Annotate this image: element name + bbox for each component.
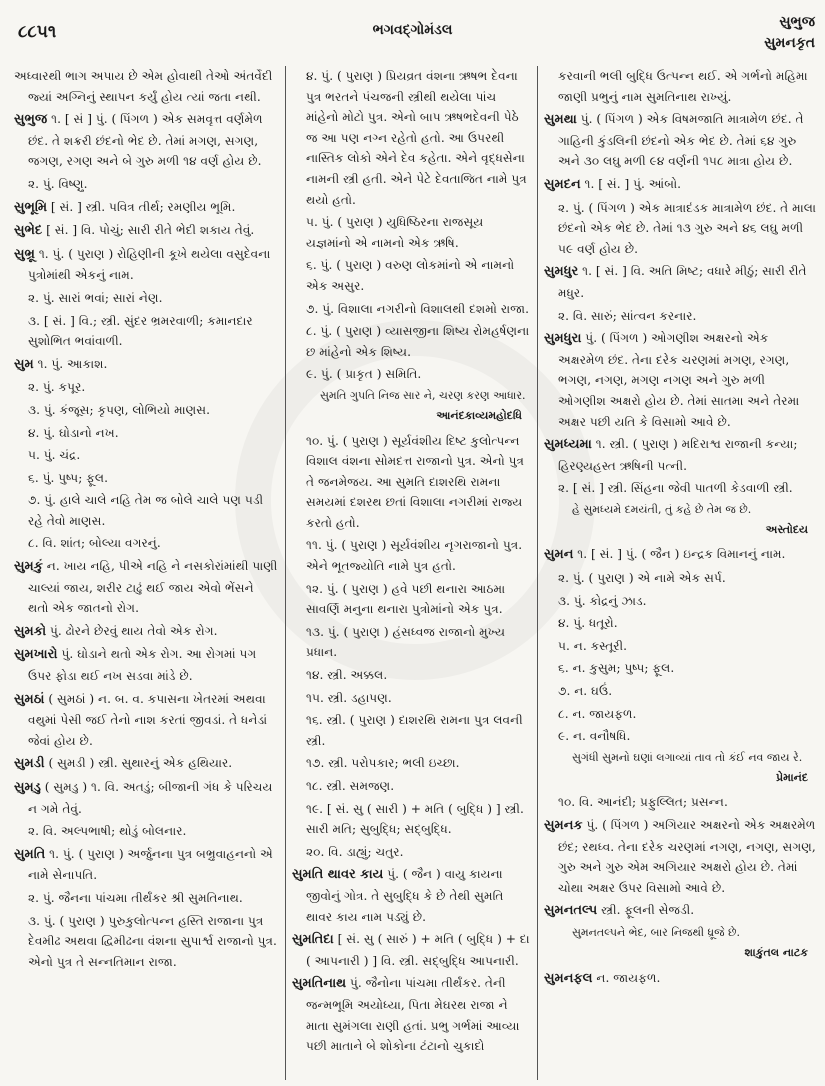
definition-text: ૧૨. પું. ( પુરાણ ) હવે પછી થનારા આઠમા સાવર્ણિ મનુના થનારા પુત્રોમાંનો એક પુત્ર.	[306, 581, 506, 617]
definition-text: પું. ઘોડાને થતો એક રોગ. આ રોગમાં પગ ઉપર ફોડા થઈ નખ સડવા માંડે છે.	[28, 647, 257, 684]
definition-text: ૪. પું. ઘોડાનો નખ.	[28, 425, 119, 440]
entry-sense	[544, 478, 816, 499]
definition-text: ૪. પું. ( પુરાણ ) પ્રિયવ્રત વંશના ઋષભ દેવના પુત્ર ભરતને પંચજની સ્ત્રીથી થયેલા પાંચ માંહેનો મોટો પુત્ર. એનો બાપ ઋષભદેવની પેઠે જ આ પણ નગ્ન રહેતો હતો. આ ઉપરથી નાસ્તિક લોકો એને દેવ કહેતા. એને વૃદ્ધસેના નામની સ્ત્રી હતી. એને પેટે દેવતાજિત નામે પુત્ર થયો હતો.	[306, 69, 527, 207]
definition-text: ૧૩. પું. ( પુરાણ ) હંસધ્વજ રાજાનો મુખ્ય પ્રધાન.	[306, 624, 506, 660]
dictionary-entry	[544, 544, 816, 566]
entry-sense	[292, 665, 530, 686]
definition-text: ૯. ન. વનૌષધિ.	[558, 729, 631, 744]
dictionary-entry	[292, 929, 530, 971]
definition-text: ૧૭. સ્ત્રી. પરોપકાર; ભલી ઇચ્છા.	[306, 756, 460, 771]
entry-sense	[14, 377, 278, 398]
entry-sense	[14, 468, 278, 489]
entry-sense	[14, 400, 278, 421]
definition-text: ૮. વિ. શાંત; બોલ્યા વગરનું.	[28, 536, 161, 551]
dictionary-entry	[14, 689, 278, 752]
definition-text: ( સુમઠાં ) ન. બ. વ. કપાસના ખેતરમાં અથવા વથુમાં પેસી જઈ તેનો નાશ કરતાં જીવડાં. તે ધનેડાં જેવાં હોય છે.	[28, 691, 268, 748]
headword: સુમન	[544, 547, 574, 563]
definition-text: ૭. ન. ઘઉં.	[558, 684, 613, 699]
entry-sense	[544, 198, 816, 260]
definition-text: ૧. પું. ( પુરાણ ) અર્જુનના પુત્ર બભ્રુવાહનનો એ નામે સેનાપતિ.	[28, 846, 273, 883]
entry-sense	[14, 490, 278, 531]
dictionary-entry	[292, 973, 530, 1056]
dictionary-entry	[544, 434, 816, 476]
definition-text: ૨. વિ. સારું; સાંત્વન કરનાર.	[558, 308, 697, 323]
dictionary-entry	[14, 556, 278, 619]
dictionary-entry	[544, 815, 816, 898]
entry-sense	[544, 792, 816, 813]
definition-text: ૧૧. પું. ( પુરાણ ) સૂર્યવંશીય નૃગરાજાનો પુત્ર. એને ભૂતજ્યોતિ નામે પુત્ર હતો.	[306, 538, 523, 574]
definition-text: ૧૬. સ્ત્રી. ( પુરાણ ) દાશરથિ રામના પુત્ર લવની સ્ત્રી.	[306, 713, 523, 748]
definition-text: ૧૯. [ સં. સુ ( સારી ) + મતિ ( બુદ્ધિ ) ] સ્ત્રી. સારી મતિ; સુબુદ્ધિ; સદ્બુદ્ધિ.	[306, 801, 524, 837]
headword: સુમદન	[544, 176, 581, 192]
entry-sense	[14, 423, 278, 444]
definition-text: ૧૮. સ્ત્રી. સમજણ.	[306, 779, 395, 793]
definition-text: ૯. પું. ( પ્રાકૃત ) સમિતિ.	[306, 367, 422, 382]
definition-text: ૧. [ સં. ] પું. આંબો.	[584, 176, 682, 191]
dictionary-entry	[14, 844, 278, 886]
dictionary-entry	[544, 968, 816, 990]
entry-sense	[544, 568, 816, 589]
headword: સુમ	[14, 356, 34, 372]
definition-text: કરવાની ભલી બુદ્ધિ ઉત્પન્ન થઈ. એ ગર્ભનો મહિમા જાણી પ્રભુનું નામ સુમતિનાથ રાખ્યું.	[558, 69, 808, 104]
dictionary-entry	[544, 261, 816, 303]
entry-sense	[292, 753, 530, 774]
headword: સુમડી	[14, 756, 45, 772]
headword: સુમતિ	[14, 846, 46, 862]
definition-text: ૧. પું. ( પુરાણ ) રોહિણીની કૂખે થયેલા વસુદેવના પુત્રોમાંથી એકનું નામ.	[28, 246, 271, 283]
definition-text: પું. ઢોરને છેરવું થાય તેવો એક રોગ.	[50, 623, 218, 638]
dictionary-entry	[14, 220, 278, 242]
headword: સુમનફલ	[544, 970, 593, 986]
definition-text: ૨. પું. કપૂર.	[28, 380, 86, 395]
definition-text: ૨. પું. ( પુરાણ ) એ નામે એક સર્પ.	[558, 571, 726, 586]
dictionary-entry	[14, 644, 278, 686]
citation-source: અસ્તોદય	[765, 522, 808, 536]
definition-text: ૫. પું. ( પુરાણ ) યુધિષ્ઠિરના રાજસૂય યજ્ઞમાંનો એ નામનો એક ઋષિ.	[306, 215, 484, 250]
entry-sense	[292, 776, 530, 797]
definition-text: ૧. [ સં ] પું. ( પિંગળ ) એક સમવૃત્ત વર્ણમેળ છંદ. તે શક્રરી છંદનો ભેદ છે. તેમાં મગણ, સગણ, જગણ, રગણ અને બે ગુરુ મળી ૧૪ વર્ણ હોય છે.	[28, 112, 263, 169]
entry-sense	[14, 288, 278, 309]
entry-sense	[544, 591, 816, 612]
definition-text: ૪. પું. ધતૂરો.	[558, 616, 618, 631]
definition-text: ૧. [ સં. ] વિ. અતિ મિષ્ટ; વધારે મીઠું; સારી રીતે મધુર.	[558, 264, 807, 300]
definition-text: ૫. ન. કસ્તૂરી.	[558, 638, 627, 653]
definition-text: ૧૪. સ્ત્રી. અક્કલ.	[306, 668, 388, 683]
citation-quote: સુમતિ ગુપતિ નિજ સાર ને, ચરણ કરણ આધાર.	[320, 388, 526, 402]
definition-text: ૨. પું. વિષ્ણુ.	[28, 176, 88, 191]
entry-sense	[544, 704, 816, 725]
definition-text: પું. ( પિંગળ ) ઓગણીશ અક્ષરનો એક અક્ષરમેળ છંદ. તેના દરેક ચરણમાં મગણ, રગણ, ભગણ, નગણ, મગણ નગણ અને ગુરુ મળી ઓગણીશ અક્ષરો હોય છે. તેમાં સાતમા અને તેરમા અક્ષર પછી યતિ કે વિસામો આવે છે.	[558, 331, 800, 429]
citation-quote: સુગંધી સુમનો ઘણાં લગાવ્યાં તાવ તો કંઈ નવ જાય રે.	[572, 750, 803, 764]
entry-sense	[292, 842, 530, 863]
headword: સુભેદ	[14, 223, 43, 239]
dictionary-entry	[14, 109, 278, 172]
definition-text: પું. ( જૈન ) વાયુ કાયના જીવોનું ગોત્ર. તે સુબુદ્ધિ કે છે તેથી સુમતિ થાવર કાય નામ પડ્યું છે.	[306, 867, 504, 924]
entry-sense	[292, 799, 530, 840]
definition-text: ન. ખાય નહિ, પીએ નહિ ને નસકોરાંમાંથી પાણી ચાલ્યાં જાય, શરીર ટાઢું થઈ જાય એવો ભેંસને થતો એક જાતનો રોગ.	[28, 559, 278, 616]
dictionary-entry	[292, 864, 530, 927]
entry-sense	[14, 311, 278, 352]
definition-text: ૧૦. વિ. આનંદી; પ્રફુલ્લિત; પ્રસન્ન.	[558, 795, 728, 810]
headword: સુમધુરા	[544, 331, 582, 347]
definition-text: ૩. પું. ( પુરાણ ) પુરુકુલોત્પન્ન હસ્તિ રાજાના પુત્ર દેવમીઢ અથવા દ્વિમીઢના વંશના સુપાર્શ્વ રાજાનો પુત્ર. એનો પુત્ર તે સન્નતિમાન રાજા.	[28, 913, 277, 969]
entry-sense	[544, 306, 816, 327]
column-1	[14, 66, 278, 1082]
dictionary-entry	[14, 354, 278, 376]
entry-sense	[14, 888, 278, 909]
headword: સુભુજ	[14, 112, 48, 128]
definition-text: ૨. [ સં. ] સ્ત્રી. સિંહના જેવી પાતળી કેડવાળી સ્ત્રી.	[558, 481, 793, 496]
headword: સુમડુ	[14, 780, 41, 795]
headword: સુમધુર	[544, 264, 579, 280]
definition-text: [ સં. ] વિ. પોચું; સારી રીતે ભેદી શકાય તેવું.	[46, 223, 255, 238]
dictionary-entry	[544, 174, 816, 196]
headword: સુમતિ થાવર કાય	[292, 867, 384, 883]
headword: સુમથા	[544, 112, 577, 128]
page-header	[0, 0, 825, 58]
headword: સુભ્રૂ	[14, 246, 35, 262]
definition-text: ૧. સ્ત્રી. ( પુરાણ ) મદિરાશ્વ રાજાની કન્યા; હિરણ્યહસ્ત ઋષિની પત્ની.	[558, 437, 798, 473]
definition-text: અધ્વારથી ભાગ અપાય છે એમ હોવાથી તેઓ અંતર્વેદી જ્યાં અગ્નિનું સ્થાપન કર્યું હોય ત્યાં જતા નથી.	[14, 69, 273, 104]
definition-text: ૩. પું. કંજૂસ; કૃપણ, લોભિયો માણસ.	[28, 402, 211, 417]
entry-sense	[292, 579, 530, 620]
headword: સુમતિદા	[292, 932, 334, 948]
citation-source: આનંદકાવ્યમહોદધિ	[436, 408, 522, 422]
headword: સુભૂમિ	[14, 199, 48, 215]
book-title: ભગવદ્ગોમંડલ	[372, 22, 453, 38]
entry-sense	[292, 255, 530, 296]
definition-text: ૬. પું. પુષ્પ; ફૂલ.	[28, 470, 108, 485]
dictionary-entry	[14, 753, 278, 775]
entry-sense	[14, 533, 278, 554]
citation-source: પ્રેમાનંદ	[776, 770, 808, 784]
definition-text: ( સુમડુ ) ૧. વિ. અતડું; બીજાની ગંધ કે પરિચય ન ગમે તેવું.	[28, 780, 273, 816]
definition-text: [ સં. ] સ્ત્રી. પવિત્ર તીર્થ; રમણીય ભૂમિ.	[50, 199, 236, 214]
column-divider	[537, 66, 538, 1080]
definition-text: ૩. પું. કોદ્રનું ઝાડ.	[558, 593, 647, 608]
dictionary-entry	[544, 328, 816, 432]
column-3	[544, 66, 816, 1082]
definition-text: ( સુમડી ) સ્ત્રી. સુથારનું એક હથિયાર.	[48, 756, 233, 771]
headword: સુમકું	[14, 559, 43, 575]
definition-text: ૫. પું. ચંદ્ર.	[28, 448, 81, 463]
entry-sense	[292, 364, 530, 385]
headword: સુમખારો	[14, 647, 58, 663]
entry-sense	[14, 174, 278, 195]
definition-text: ૮. પું. ( પુરાણ ) વ્યાસજીના શિષ્ય રોમહર્ષણના છ માંહેનો એક શિષ્ય.	[306, 324, 530, 359]
definition-text: ૬. ન. કુસુમ; પુષ્પ; ફૂલ.	[558, 661, 675, 676]
headword: સુમનક	[544, 818, 583, 833]
entry-sense	[544, 681, 816, 702]
entry-sense	[544, 613, 816, 634]
guide-words	[764, 12, 815, 54]
definition-text: ૩. [ સં. ] વિ.; સ્ત્રી. સુંદર ભ્રમરવાળી; કમાનદાર સુશોભિત ભવાંવાળી.	[28, 313, 253, 349]
definition-text: ૬. પું. ( પુરાણ ) વરુણ લોકમાંનો એ નામનો એક અસુર.	[306, 258, 515, 293]
entry-sense	[292, 66, 530, 210]
citation-quote: સુમનતલ્પને ભેદ, બાર નિજથી ધ્રૂજે છે.	[572, 925, 741, 939]
dictionary-entry	[14, 621, 278, 643]
entry-sense	[544, 636, 816, 657]
definition-text: ૨. પું. જૈનના પાંચમા તીર્થંકર શ્રી સુમતિનાથ.	[28, 890, 243, 905]
headword: સુમતિનાથ	[292, 976, 347, 992]
definition-text: [ સં. સુ ( સારું ) + મતિ ( બુદ્ધિ ) + દા ( આપનારી ) ] વિ. સ્ત્રી. સદ્બુદ્ધિ આપનારી.	[306, 932, 530, 968]
entry-sense	[14, 66, 278, 107]
definition-text: ૨. વિ. અલ્પભાષી; થોડું બોલનાર.	[28, 824, 187, 839]
definition-text: ૨૦. વિ. ડાહ્યું; ચતુર.	[306, 844, 404, 859]
headword: સુમનતલ્પ	[544, 903, 598, 919]
column-2	[292, 66, 530, 1082]
dictionary-entry	[544, 900, 816, 922]
entry-sense	[544, 66, 816, 107]
column-divider	[285, 66, 286, 1080]
definition-text: પું. જૈનોના પાંચમા તીર્થંકર. તેની જન્મભૂમિ અયોધ્યા, પિતા મેઘરથ રાજા ને માતા સુમંગલા રાણી હતાં. પ્રભુ ગર્ભમાં આવ્યા પછી માતાને બે શોકોના ટંટાનો ચુકાદો	[306, 976, 520, 1054]
page-number: ૮૮૫૧	[18, 22, 57, 42]
citation-quote: હે સુમધ્યમે દમયંતી, તું કહે છે તેમ જ છે.	[572, 502, 752, 516]
definition-text: પું. ( પિંગળ ) અગિયાર અક્ષરનો એક અક્ષરમેળ છંદ; રથધ્વ. તેના દરેક ચરણમાં નગણ, નગણ, સગણ, ગુરુ અને ગુરુ એમ અગિયાર અક્ષરો હોય છે. તેમાં ચોથા અક્ષર ઉપર વિસામો આવે છે.	[558, 818, 816, 895]
guide-word-first: સુભુજ	[779, 14, 815, 30]
definition-text: ૧. [ સં. ] પું. ( જૈન ) ઇન્દ્રક વિમાનનું નામ.	[577, 547, 786, 562]
headword: સુમકો	[14, 623, 47, 639]
entry-sense	[292, 622, 530, 663]
definition-text: ૧૫. સ્ત્રી. ડહાપણ.	[306, 690, 392, 705]
definition-text: ૭. પું. વિશાલા નગરીનો વિશાલથી દશમો રાજા.	[306, 301, 530, 316]
definition-text: ૭. પું. હાલે ચાલે નહિ તેમ જ બોલે ચાલે પણ ૫ડી રહે તેવો માણસ.	[28, 493, 264, 528]
entry-sense	[292, 321, 530, 362]
definition-text: ૮. ન. જાયફળ.	[558, 706, 637, 721]
dictionary-entry	[14, 244, 278, 286]
entry-sense	[292, 299, 530, 320]
definition-text: પું. ( પિંગળ ) એક વિષમજાતિ માત્રામેળ છંદ. તે ગાહિની કુંડલિની છંદનો એક ભેદ છે. તેમાં ૬૪ ગુરુ અને ૩૦ લઘુ મળી ૯૪ વર્ણની ૧૫૮ માત્રા હોય છે.	[558, 112, 804, 169]
entry-sense	[292, 212, 530, 253]
entry-sense	[292, 710, 530, 751]
entry-sense	[292, 535, 530, 576]
entry-sense	[292, 431, 530, 534]
guide-word-last: સુમનકૃત	[764, 35, 815, 51]
definition-text: ૧. પું. આકાશ.	[37, 356, 108, 371]
entry-sense	[544, 658, 816, 679]
definition-text: ૧૦. પું. ( પુરાણ ) સૂર્યવંશીય દિષ્ટ કુલોત્પન્ન વિશાલ વંશના સોમદત્ત રાજાનો પુત્ર. એનો પુત્ર તે જનમેજય. આ સુમતિ દાશરથિ રામના સમયમાં દશરથ છતાં વિશાલા નગરીમાં રાજ્ય કરતો હતો.	[306, 433, 525, 530]
entry-sense	[544, 726, 816, 747]
entry-sense	[14, 911, 278, 973]
entry-sense	[14, 445, 278, 466]
definition-text: ન. જાયફળ.	[596, 970, 661, 985]
entry-sense	[292, 688, 530, 709]
definition-text: સ્ત્રી. ફૂલની સેજડી.	[601, 903, 695, 918]
dictionary-entry	[14, 777, 278, 819]
dictionary-entry	[544, 109, 816, 172]
headword: સુમધ્યમા	[544, 437, 592, 453]
definition-text: ૨. પું. ( પિંગળ ) એક માત્રાદંડક માત્રામેળ છંદ. તે માલા છંદનો એક ભેદ છે. તેમાં ૧૩ ગુરુ અને ૪૬ લઘુ મળી ૫૯ વર્ણ હોય છે.	[558, 200, 816, 256]
definition-text: ૨. પું. સારાં ભવાં; સારાં નેણ.	[28, 290, 163, 305]
entry-sense	[14, 821, 278, 842]
dictionary-entry	[14, 197, 278, 219]
headword: સુમઠાં	[14, 691, 45, 707]
citation-source: શાકુંતલ નાટક	[744, 945, 808, 959]
